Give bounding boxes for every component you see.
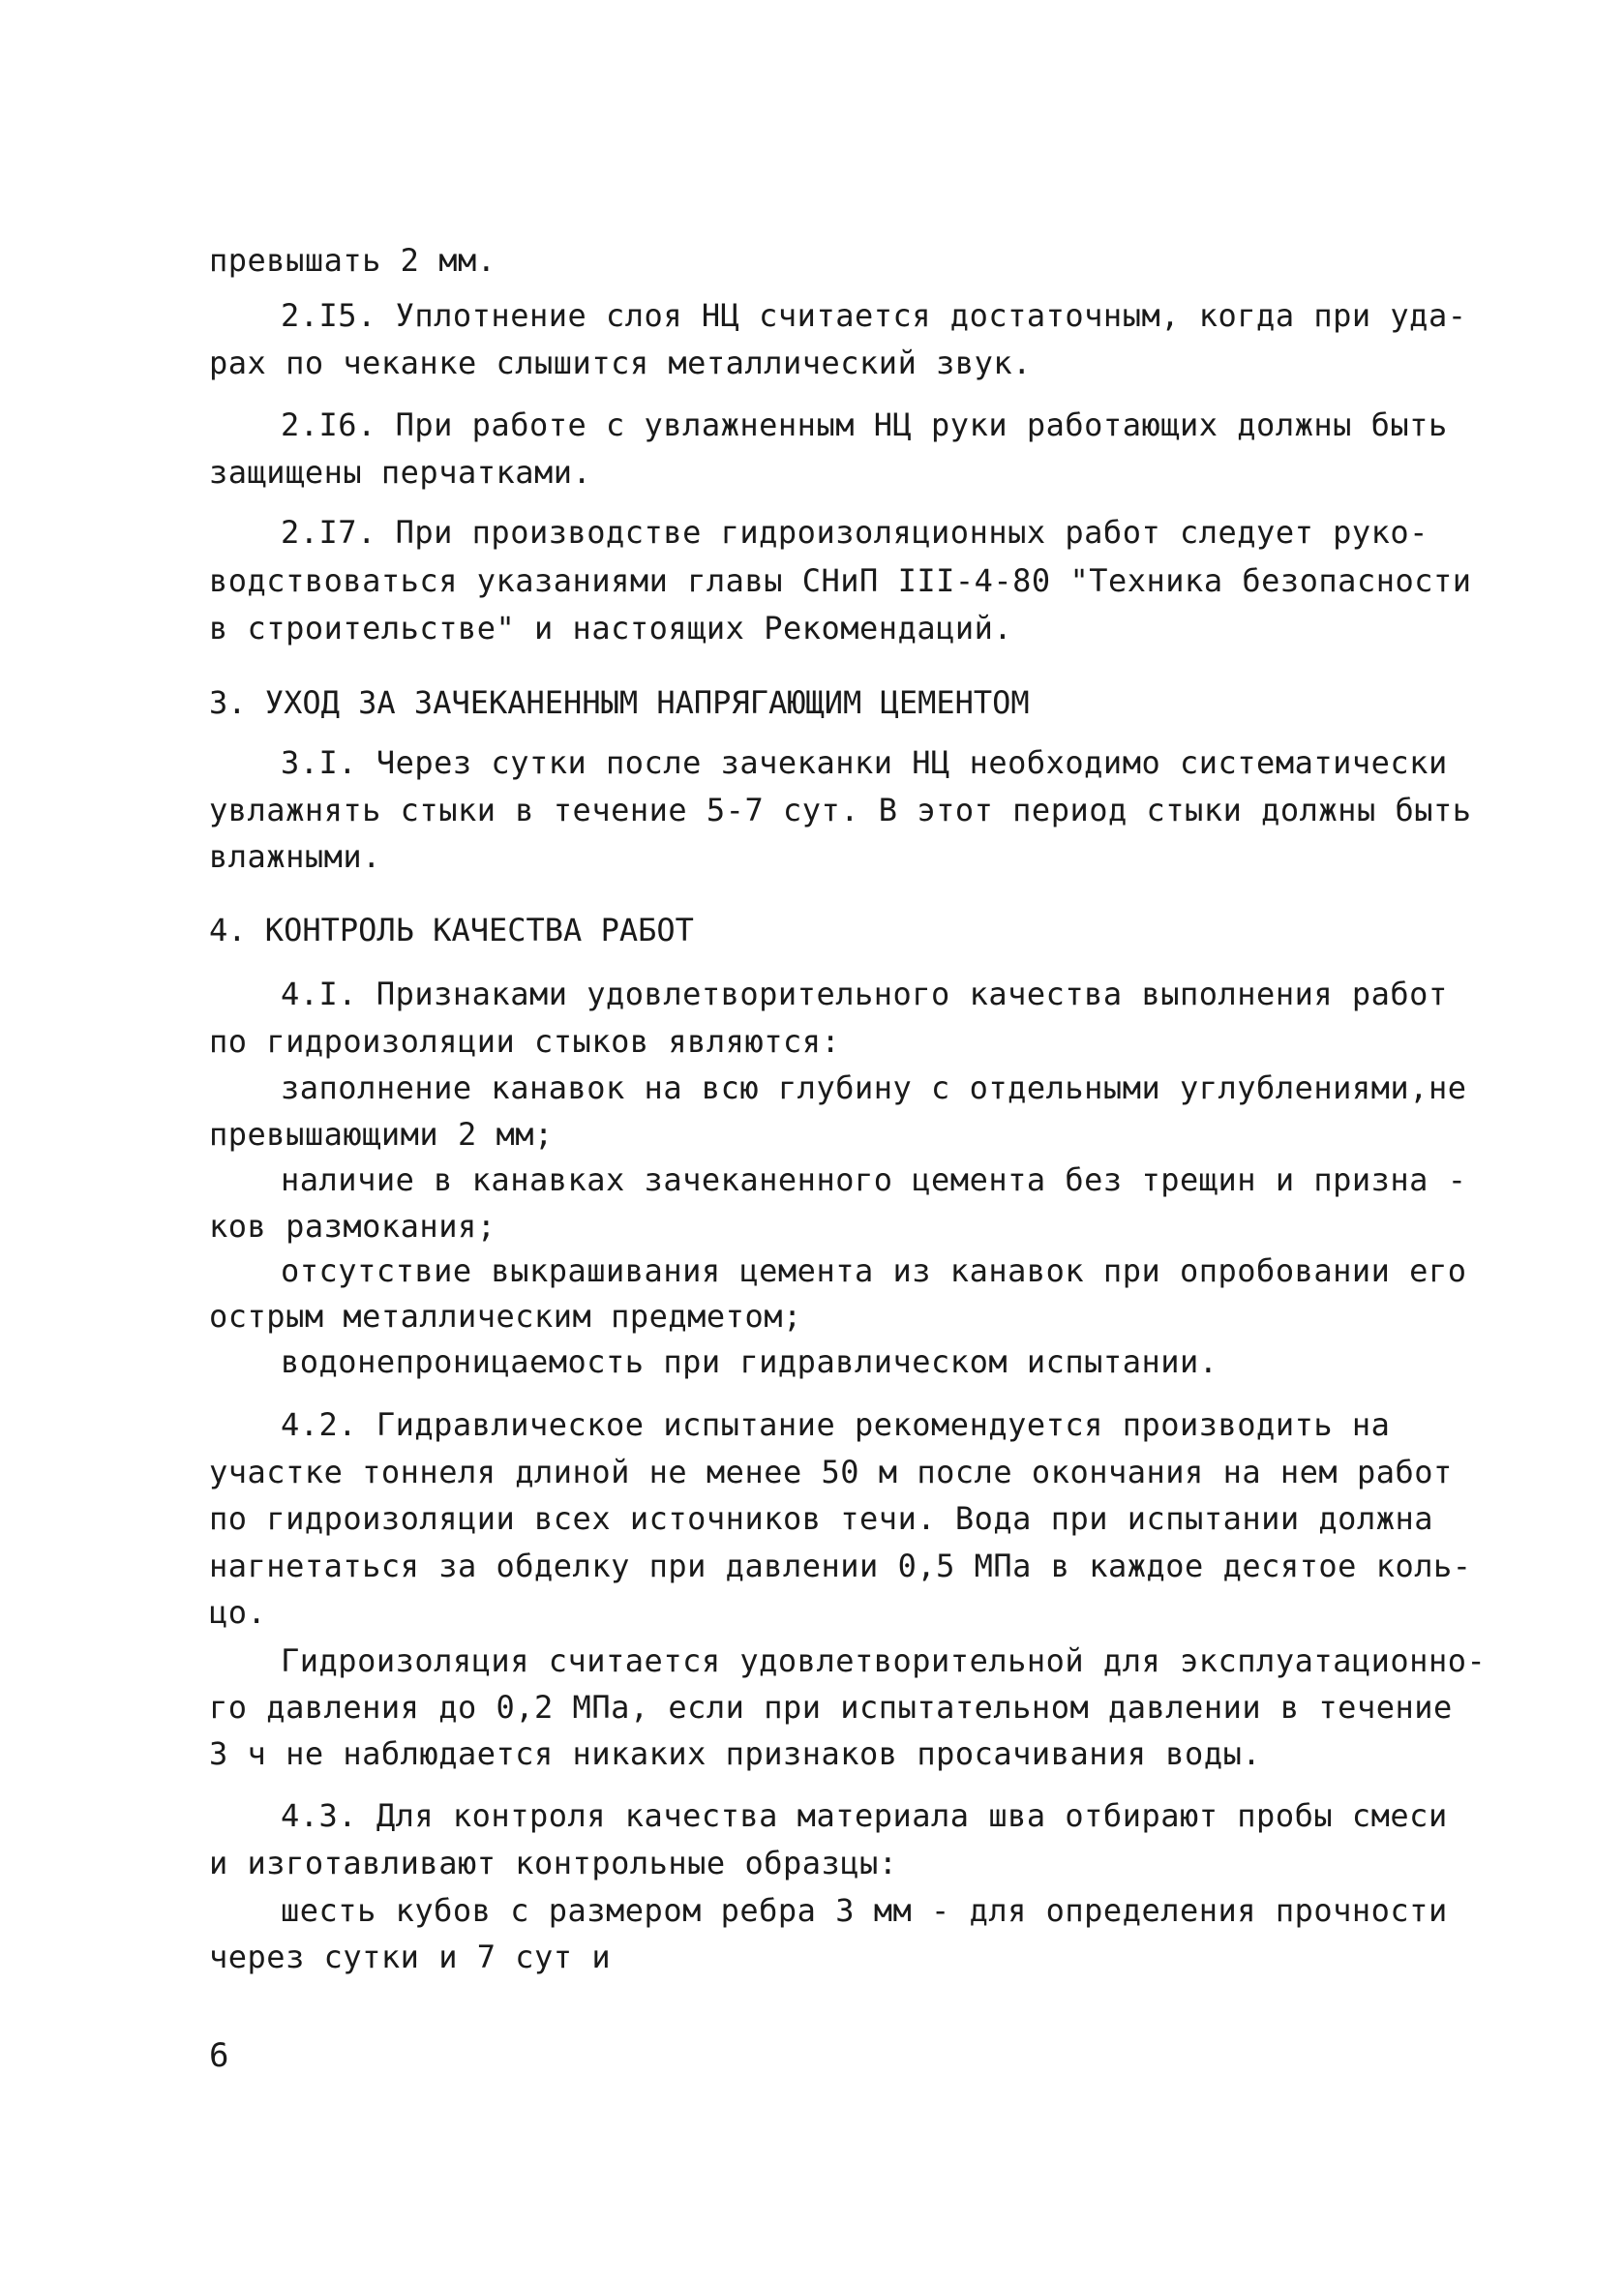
text-line: наличие в канавках зачеканенного цемента без трещин и призна - (281, 1161, 1467, 1198)
text-line: 2.I5. Уплотнение слоя НЦ считается достаточным, когда при уда- (281, 297, 1467, 334)
text-line: в строительстве" и настоящих Рекомендаций. (209, 610, 1013, 647)
text-line: через сутки и 7 сут и (209, 1939, 612, 1975)
text-line: превышать 2 мм. (209, 242, 496, 279)
text-line: цо. (209, 1594, 267, 1631)
text-line: заполнение канавок на всю глубину с отдельными углублениями,не (281, 1069, 1467, 1106)
text-line: Гидроизоляция считается удовлетворительной для эксплуатационно- (281, 1642, 1487, 1679)
text-line: влажными. (209, 838, 381, 875)
text-line: участке тоннеля длиной не менее 50 м после окончания на нем работ (209, 1454, 1453, 1490)
text-line: отсутствие выкрашивания цемента из канавок при опробовании его (281, 1252, 1467, 1289)
text-line: нагнетаться за обделку при давлении 0,5 МПа в каждое десятое коль- (209, 1548, 1472, 1584)
text-line: увлажнять стыки в течение 5-7 сут. В этот период стыки должны быть (209, 792, 1472, 828)
text-line: шесть кубов с размером ребра 3 мм - для определения прочности (281, 1892, 1448, 1929)
page-number: 6 (209, 2036, 229, 2075)
text-line: 4.2. Гидравлическое испытание рекомендуется производить на (281, 1406, 1391, 1443)
text-line: го давления до 0,2 МПа, если при испытательном давлении в течение (209, 1689, 1453, 1726)
text-line: 2.I7. При производстве гидроизоляционных работ следует руко- (281, 514, 1429, 551)
text-line: защищены перчатками. (209, 454, 592, 491)
text-line: рах по чеканке слышится металлический звук. (209, 345, 1032, 381)
text-line: 3 ч не наблюдается никаких признаков просачивания воды. (209, 1735, 1262, 1772)
text-line: водствоваться указаниями главы СНиП III-4-80 "Техника безопасности (209, 562, 1472, 599)
text-line: 3.I. Через сутки после зачеканки НЦ необходимо систематически (281, 744, 1448, 781)
text-line: по гидроизоляции стыков являются: (209, 1023, 841, 1060)
text-line: 4.3. Для контроля качества материала шва отбирают пробы смеси (281, 1797, 1448, 1834)
section-heading: 4. КОНТРОЛЬ КАЧЕСТВА РАБОТ (209, 912, 694, 948)
text-line: 4.I. Признаками удовлетворительного качества выполнения работ (281, 976, 1448, 1012)
text-line: острым металлическим предметом; (209, 1298, 802, 1335)
text-line: и изготавливают контрольные образцы: (209, 1845, 898, 1881)
text-line: превышающими 2 мм; (209, 1116, 554, 1153)
text-line: водонепроницаемость при гидравлическом испытании. (281, 1343, 1218, 1380)
text-line: по гидроизоляции всех источников течи. Вода при испытании должна (209, 1500, 1433, 1537)
text-line: 2.I6. При работе с увлажненным НЦ руки работающих должны быть (281, 406, 1448, 443)
text-line: ков размокания; (209, 1208, 496, 1245)
section-heading: 3. УХОД ЗА ЗАЧЕКАНЕННЫМ НАПРЯГАЮЩИМ ЦЕМЕНТОМ (209, 684, 1030, 721)
